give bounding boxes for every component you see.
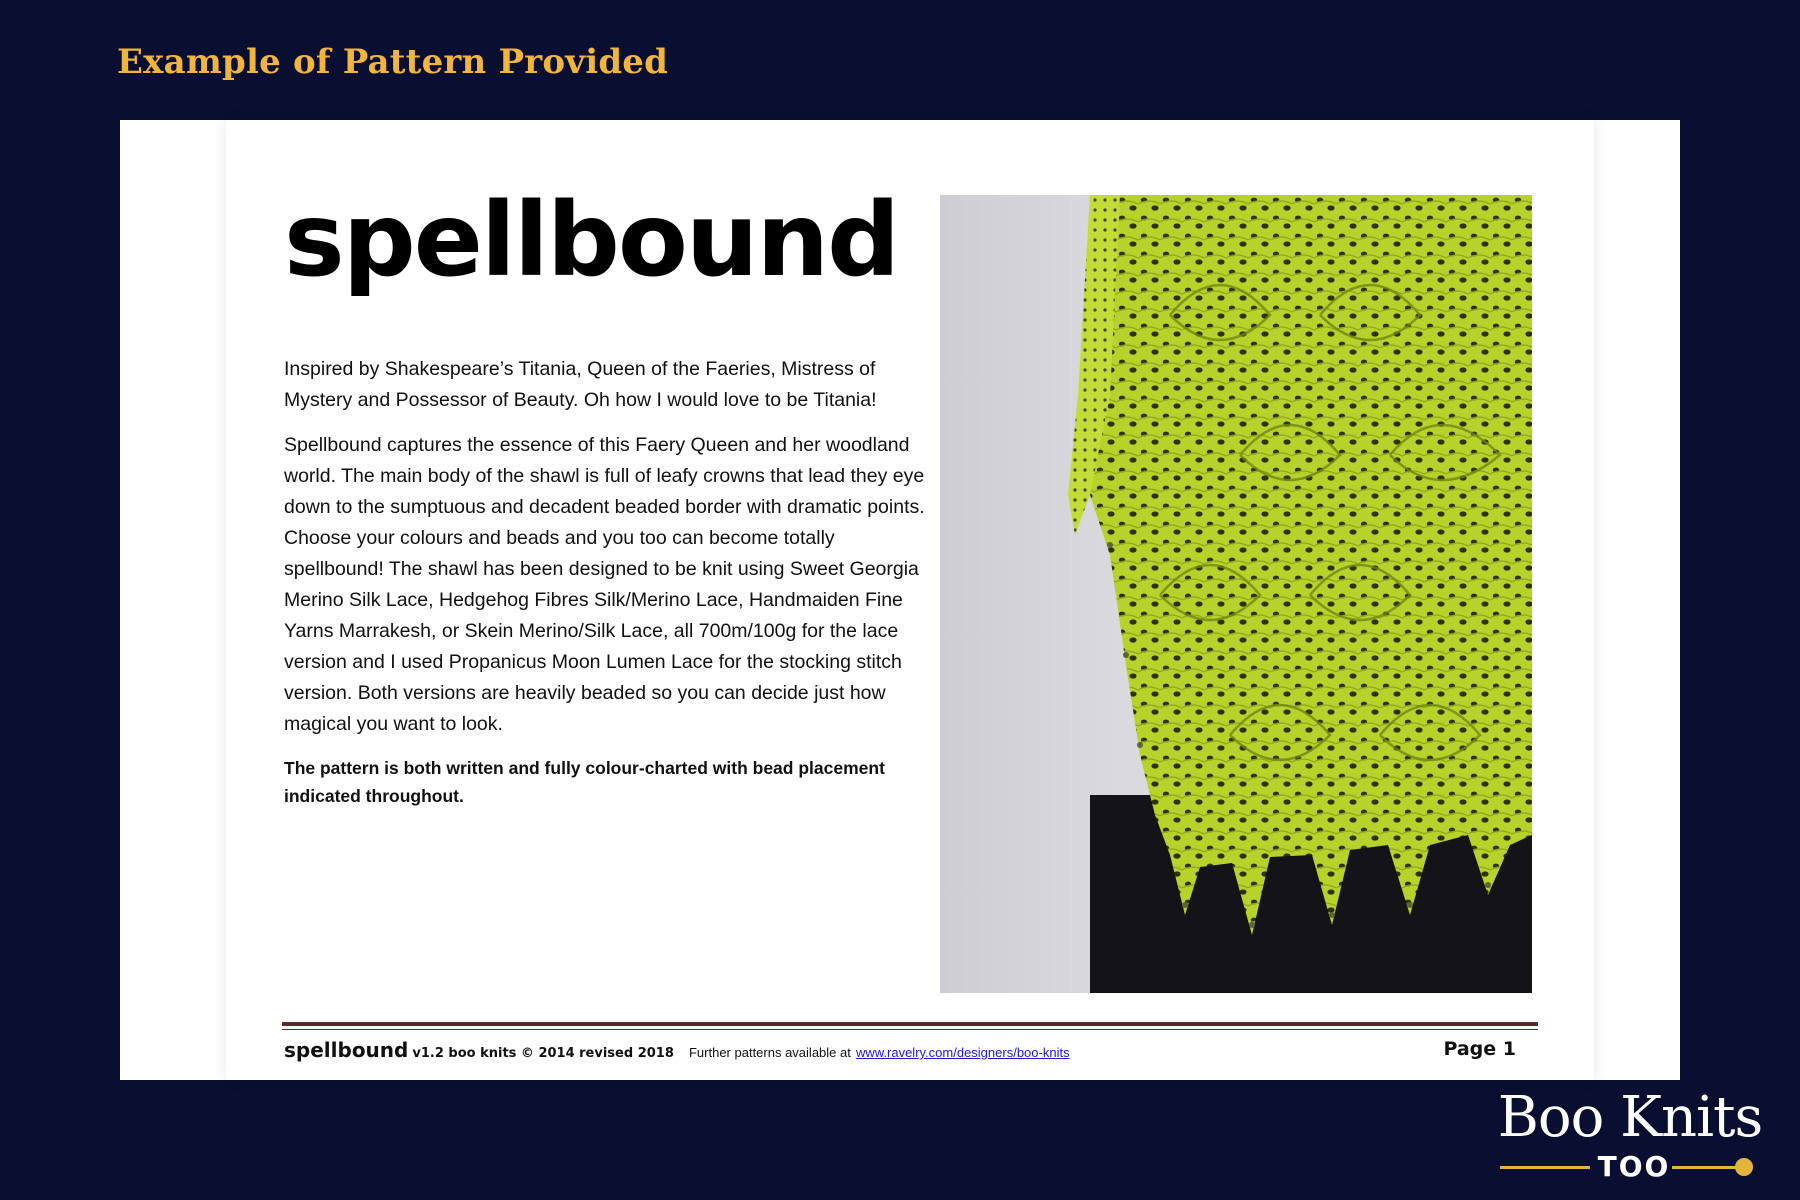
- footer-title: spellbound: [284, 1038, 409, 1062]
- brand-line-left: [1500, 1166, 1590, 1169]
- pattern-page: [226, 120, 1594, 1080]
- brand-dot: [1735, 1158, 1753, 1176]
- brand-name: Boo Knits: [1497, 1085, 1763, 1150]
- footer-rule: [282, 1022, 1538, 1026]
- brand-sub-row: [1490, 1152, 1770, 1182]
- document-frame: [120, 120, 1680, 1080]
- footer-rule-thin: [282, 1029, 1538, 1030]
- page-number: Page 1: [1443, 1038, 1516, 1060]
- document-title: spellbound: [284, 181, 899, 300]
- footer-more-text: Further patterns available at: [688, 1045, 851, 1060]
- document-body: [284, 354, 934, 824]
- shawl-illustration: [940, 195, 1532, 993]
- description-paragraph: Spellbound captures the essence of this Faery Queen and her woodland world. The main body of the shawl is full of leafy crowns that lead they eye down to the sumptuous and decadent beaded border with dramatic points. Choose your colours and beads and you too can become totally spellbound! The shawl has been designed to be knit using Sweet Georgia Merino Silk Lace, Hedgehog Fibres Silk/Merino Lace, Handmaiden Fine Yarns Marrakesh, or Skein Merino/Silk Lace, all 700m/100g for the lace version and I used Propanicus Moon Lumen Lace for the stocking stitch version. Both versions are heavily beaded so you can decide just how magical you want to look.: [284, 434, 925, 735]
- ravelry-link[interactable]: www.ravelry.com/designers/boo-knits: [855, 1045, 1070, 1060]
- brand-line-right: [1672, 1166, 1738, 1169]
- brand-logo: [1490, 1085, 1770, 1183]
- page-footer: [284, 1038, 1534, 1066]
- intro-paragraph: Inspired by Shakespeare’s Titania, Queen of the Faeries, Mistress of Mystery and Possessor of Beauty. Oh how I would love to be Titania!: [284, 358, 877, 411]
- footer-meta: v1.2 boo knits © 2014 revised 2018: [412, 1046, 674, 1061]
- brand-sub: TOO: [1597, 1150, 1671, 1183]
- banner-title: Example of Pattern Provided: [117, 42, 669, 82]
- chart-note: The pattern is both written and fully colour-charted with bead placement indicated throughout.: [284, 758, 885, 806]
- shawl-photo: [940, 195, 1532, 993]
